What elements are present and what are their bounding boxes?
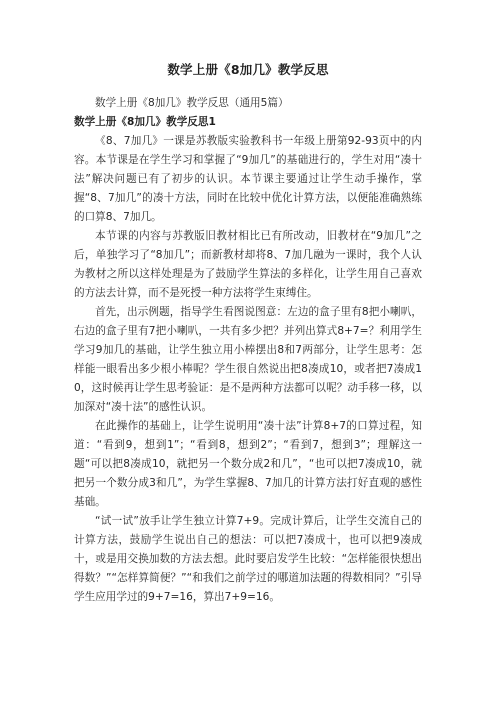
paragraph-4: 在此操作的基础上，让学生说明用“凑十法”计算8+7的口算过程，知道：“看到9，想到1”；“看到8，想到2”；“看到7，想到3”；理解这一题“可以把8凑成10，就把另一个数分成2和几”，“也可以把7凑成10，就把另一个数分成3和几”，为学生掌握8、7加几的计算方法打好直观的感性基础。 bbox=[74, 420, 422, 508]
paragraph-3: 首先，出示例题，指导学生看图说图意：左边的盒子里有8把小喇叭，右边的盒子里有7把小喇叭，一共有多少把？并列出算式8+7=？利用学生学习9加几的基础，让学生独立用小棒摆出8和7两部分，让学生思考：怎样能一眼看出多少根小棒呢？学生很自然说出把8凑成10，或者把7凑成10，这时候再让学生思考验证：是不是两种方法都可以呢？动手移一移，以加深对“凑十法”的感性认识。 bbox=[74, 306, 422, 413]
section-heading: 数学上册《8加几》教学反思1 bbox=[74, 116, 216, 128]
document-title: 数学上册《8加几》教学反思 bbox=[167, 62, 329, 77]
document-body bbox=[74, 94, 422, 607]
paragraph-2: 本节课的内容与苏教版旧教材相比已有所改动，旧教材在“9加几”之后，单独学习了“8加几”；而新教材却将8、7加几融为一课时，我个人认为教材之所以这样处理是为了鼓励学生算法的多样化，让学生用自己喜欢的方法去计算，而不是死授一种方法将学生束缚住。 bbox=[74, 230, 422, 299]
paragraph-1: 《8、7加几》一课是苏教版实验教科书一年级上册第92-93页中的内容。本节课是在学生学习和掌握了“9加几”的基础进行的，学生对用“凑十法”解决问题已有了初步的认识。本节课主要通过让学生动手操作，掌握“8、7加几”的凑十方法，同时在比较中优化计算方法，以便能准确熟练的口算8、7加几。 bbox=[74, 135, 422, 223]
paragraph-5: “试一试”放手让学生独立计算7+9。完成计算后，让学生交流自己的计算方法，鼓励学生说出自己的想法：可以把7凑成十，也可以把9凑成十，或是用交换加数的方法去想。此时要启发学生比较：“怎样能很快想出得数？”“怎样算简便？”“和我们之前学过的哪道加法题的得数相同？”引导学生应用学过的9+7=16，算出7+9=16。 bbox=[74, 515, 422, 603]
document-subtitle: 数学上册《8加几》教学反思（通用5篇） bbox=[95, 97, 289, 109]
